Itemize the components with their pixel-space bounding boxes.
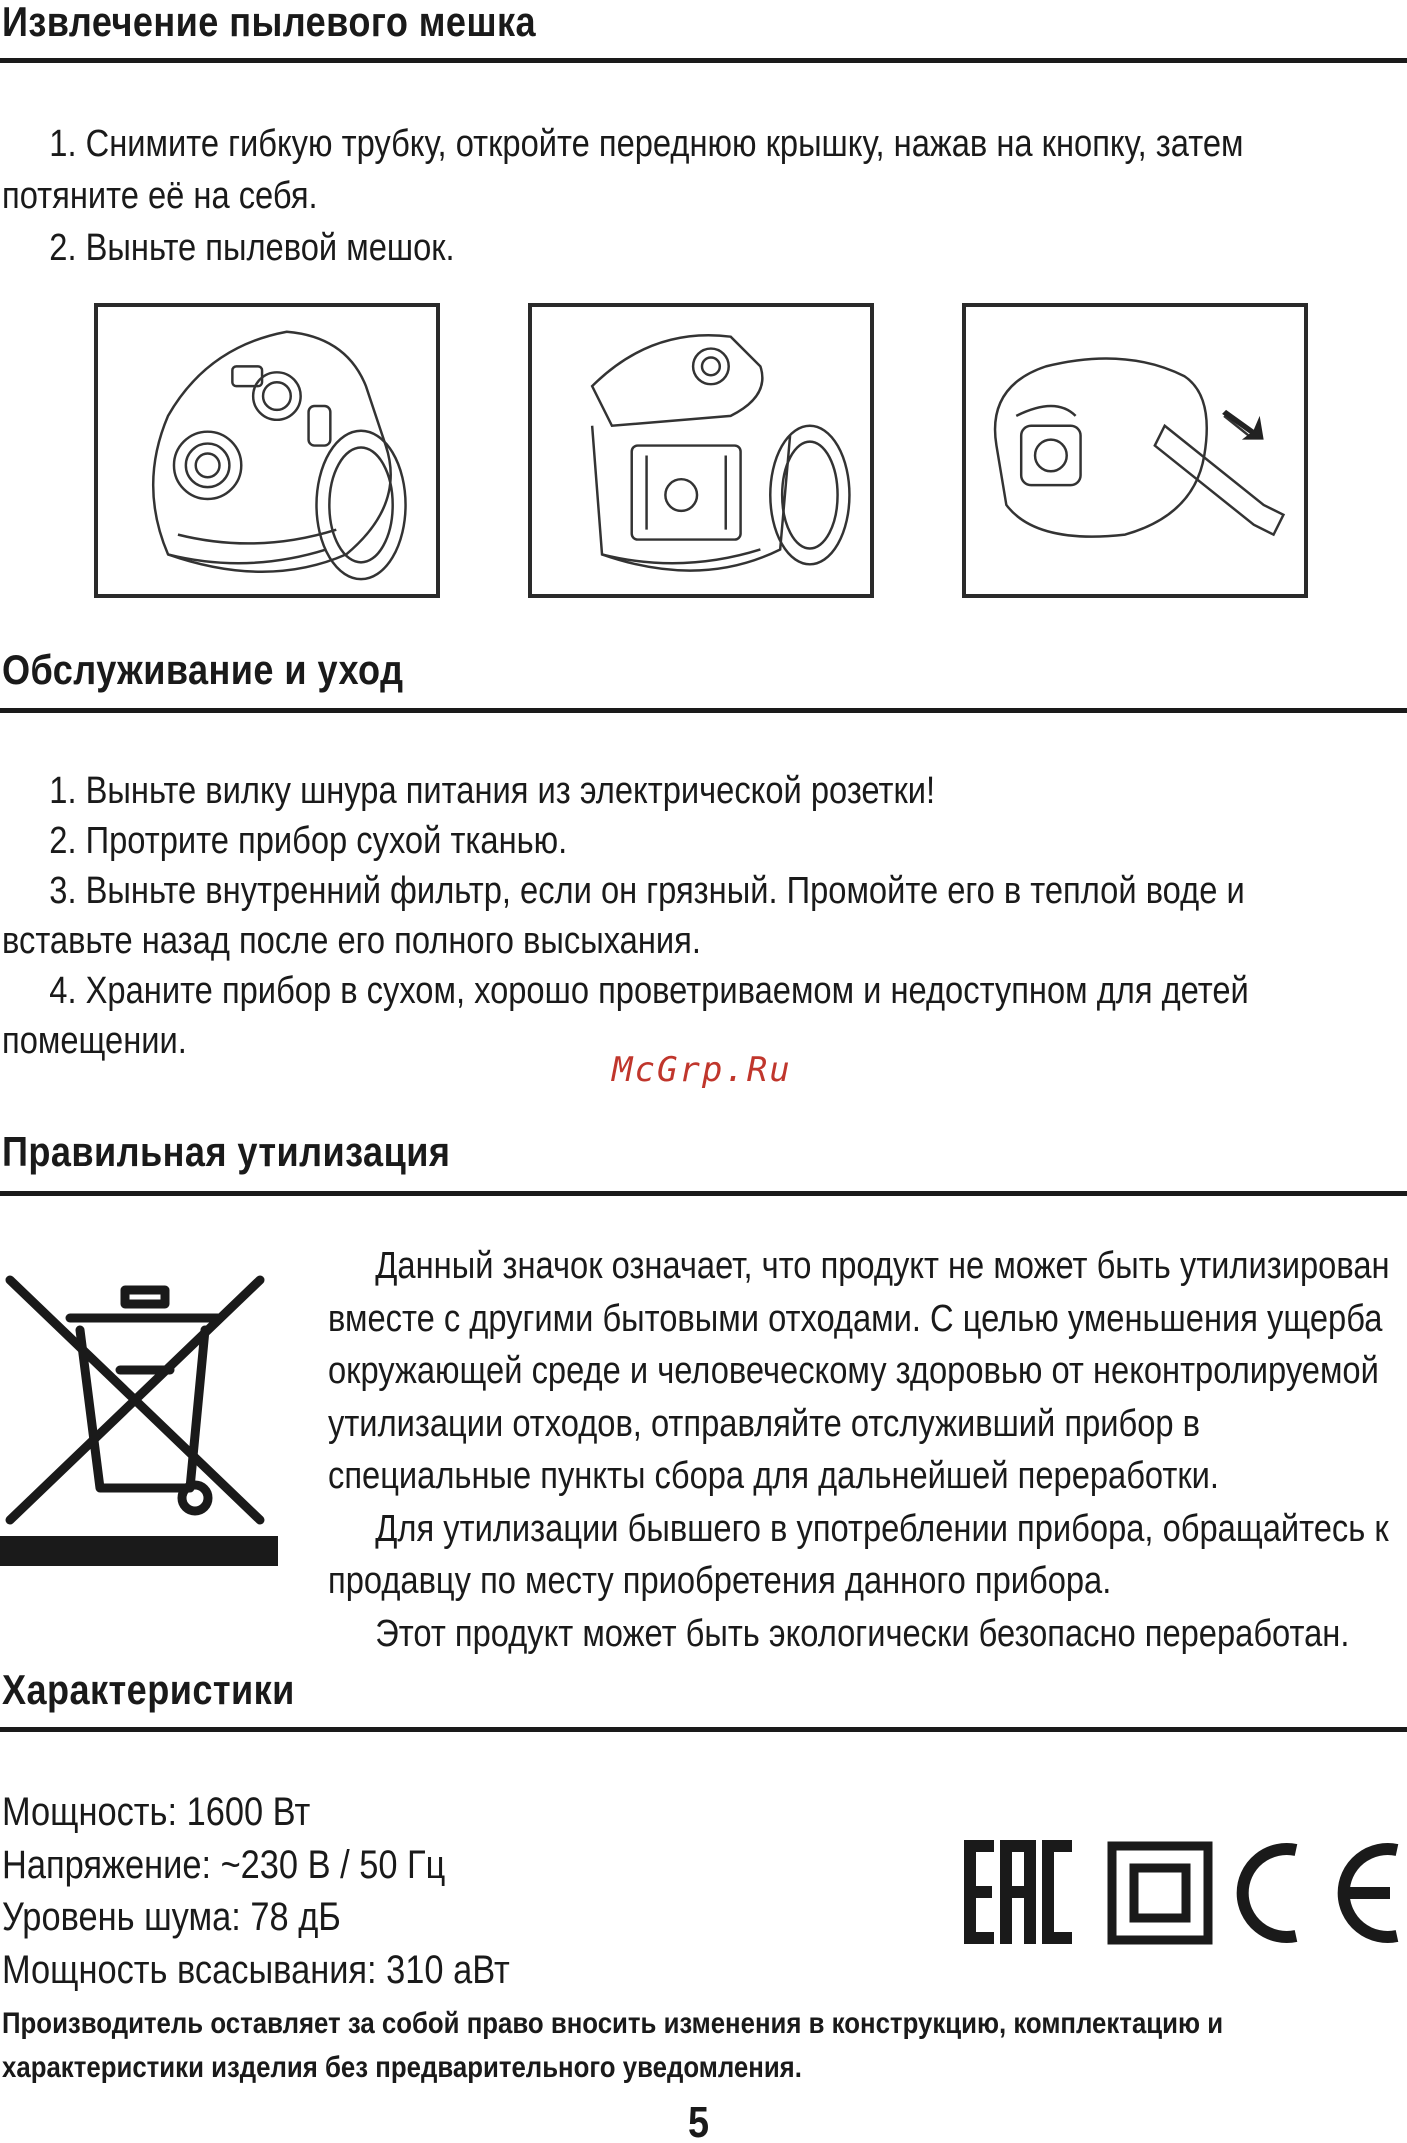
certification-marks	[960, 1838, 1407, 1948]
spec-noise: Уровень шума: 78 дБ	[2, 1895, 341, 1939]
disclaimer: Производитель оставляет за собой право вносить изменения в конструкцию, комплектацию и характеристики изделия без предварительного уведомления.	[2, 2007, 1224, 2084]
spec-suction: Мощность всасывания: 310 аВт	[2, 1947, 510, 1992]
step-text: 2. Выньте пылевой мешок.	[49, 227, 455, 269]
section-title-disposal: Правильная утилизация	[2, 1128, 451, 1175]
section-rule	[0, 58, 1407, 63]
section-title-specs: Характеристики	[2, 1666, 295, 1713]
disposal-paragraph: Для утилизации бывшего в употреблении прибора, обращайтесь к продавцу по месту приобретения данного прибора.	[328, 1507, 1389, 1602]
section-title-maintenance: Обслуживание и уход	[2, 646, 404, 693]
disposal-paragraph: Данный значок означает, что продукт не может быть утилизирован вместе с другими бытовыми отходами. С целью уменьшения ущерба окружающей среде и человеческому здоровью от неконтролируемой утилизации отходов, отправляйте отслуживший прибор в специальные пункты сбора для дальнейшей переработки.	[328, 1245, 1390, 1497]
step-text: 1. Выньте вилку шнура питания из электрической розетки!	[49, 770, 936, 812]
section-rule	[0, 1727, 1407, 1732]
figure-dust-bag	[962, 303, 1308, 598]
disposal-text	[328, 1240, 1405, 1660]
figure-vacuum-open-lid	[528, 303, 874, 598]
section-title-bag-removal: Извлечение пылевого мешка	[2, 0, 537, 45]
spec-voltage: Напряжение: ~230 В / 50 Гц	[2, 1842, 446, 1887]
step-text: 3. Выньте внутренний фильтр, если он грязный. Промойте его в теплой воде и вставьте назад после его полного высыхания.	[2, 870, 1245, 962]
double-square-icon	[1112, 1846, 1208, 1940]
page-number: 5	[688, 2098, 710, 2143]
vacuum-open-lid-icon	[532, 307, 870, 594]
step-text: 4. Храните прибор в сухом, хорошо проветриваемом и недоступном для детей помещении.	[2, 970, 1249, 1062]
watermark: McGrp.Ru	[612, 1050, 792, 1090]
vacuum-closed-icon	[98, 307, 436, 594]
crossed-out-bin-icon	[0, 1270, 282, 1570]
dust-bag-icon	[966, 307, 1304, 594]
spec-power: Мощность: 1600 Вт	[2, 1790, 311, 1834]
spec-list	[2, 1786, 510, 1996]
certification-marks-graphic	[960, 1838, 1407, 1948]
step-text: 1. Снимите гибкую трубку, откройте переднюю крышку, нажав на кнопку, затем потяните её на себя.	[2, 123, 1244, 217]
figure-vacuum-closed	[94, 303, 440, 598]
section-rule	[0, 1191, 1407, 1196]
step-text: 2. Протрите прибор сухой тканью.	[49, 820, 568, 862]
maintenance-steps	[2, 766, 1258, 1066]
section-rule	[0, 708, 1407, 713]
disposal-paragraph: Этот продукт может быть экологически безопасно переработан.	[375, 1612, 1350, 1655]
bag-removal-steps	[2, 118, 1258, 274]
